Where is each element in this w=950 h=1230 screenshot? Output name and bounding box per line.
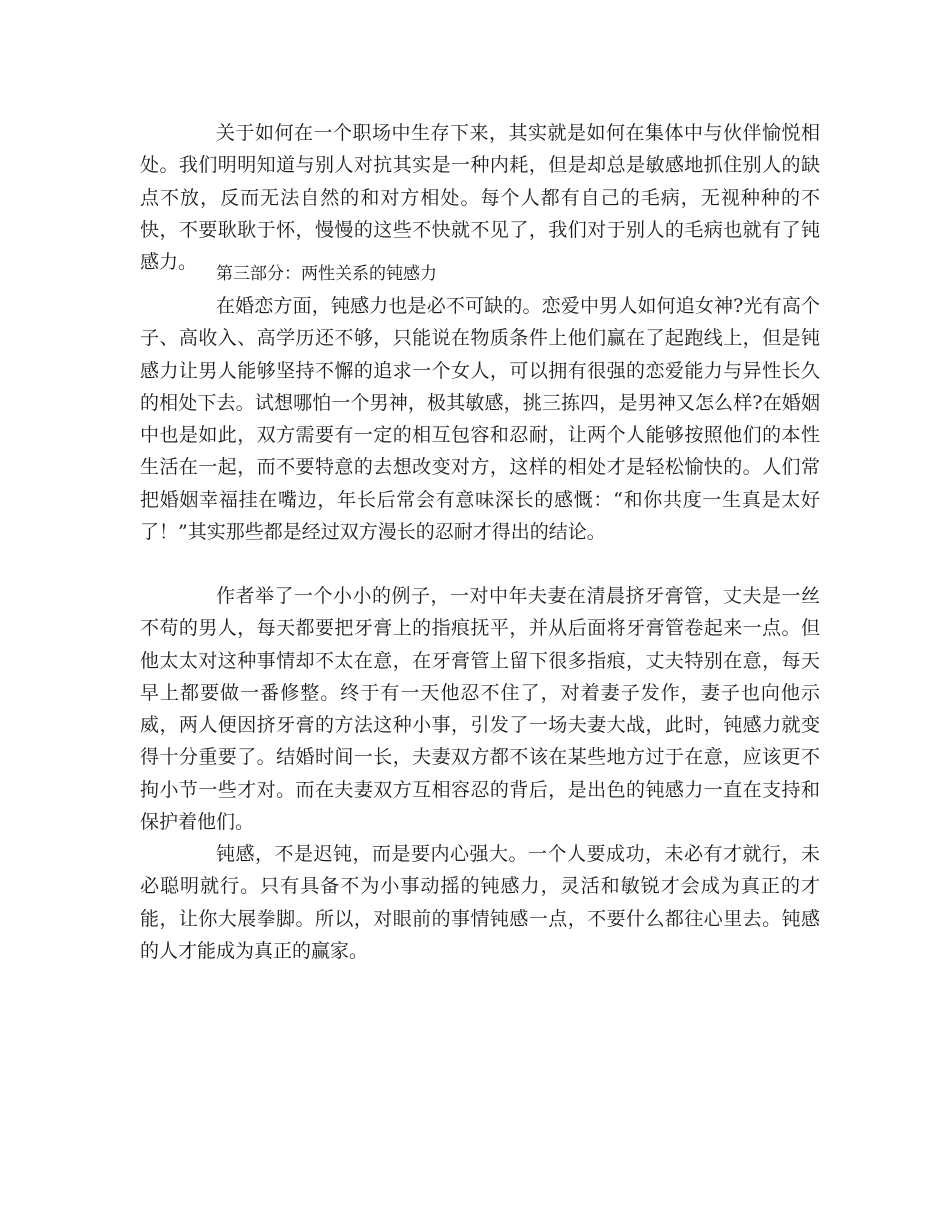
- body-paragraph-conclusion: 钝感，不是迟钝，而是要内心强大。一个人要成功，未必有才就行，未必聪明就行。只有具备不为小事动摇的钝感力，灵活和敏锐才会成为真正的才能，让你大展拳脚。所以，对眼前的事情钝感一点，不要什么都往心里去。钝感的人才能成为真正的赢家。: [140, 843, 820, 962]
- body-paragraph-toothpaste-example: 作者举了一个小小的例子，一对中年夫妻在清晨挤牙膏管，丈夫是一丝不苟的男人，每天都要把牙膏上的指痕抚平，并从后面将牙膏管卷起来一点。但他太太对这种事情却不太在意，在牙膏管上留下很多指痕，丈夫特别在意，每天早上都要做一番修整。终于有一天他忍不住了，对着妻子发作，妻子也向他示威，两人便因挤牙膏的方法这种小事，引发了一场夫妻大战，此时，钝感力就变得十分重要了。结婚时间一长，夫妻双方都不该在某些地方过于在意，应该更不拘小节一些才对。而在夫妻双方互相容忍的背后，是出色的钝感力一直在支持和保护着他们。: [140, 585, 820, 834]
- body-paragraph-relationships: 在婚恋方面，钝感力也是必不可缺的。恋爱中男人如何追女神?光有高个子、高收入、高学历还不够，只能说在物质条件上他们赢在了起跑线上，但是钝感力让男人能够坚持不懈的追求一个女人，可以拥有很强的恋爱能力与异性长久的相处下去。试想哪怕一个男神，极其敏感，挑三拣四，是男神又怎么样?在婚姻中也是如此，双方需要有一定的相互包容和忍耐，让两个人能够按照他们的本性生活在一起，而不要特意的去想改变对方，这样的相处才是轻松愉快的。人们常把婚姻幸福挂在嘴边，年长后常会有意味深长的感慨：“和你共度一生真是太好了！”其实那些都是经过双方漫长的忍耐才得出的结论。: [140, 295, 820, 544]
- body-paragraph-workplace: 关于如何在一个职场中生存下来，其实就是如何在集体中与伙伴愉悦相处。我们明明知道与别人对抗其实是一种内耗，但是却总是敏感地抓住别人的缺点不放，反而无法自然的和对方相处。每个人都有自己的毛病，无视种种的不快，不要耿耿于怀，慢慢的这些不快就不见了，我们对于别人的毛病也就有了钝感力。: [140, 122, 820, 274]
- section-heading: 第三部分：两性关系的钝感力: [216, 264, 437, 284]
